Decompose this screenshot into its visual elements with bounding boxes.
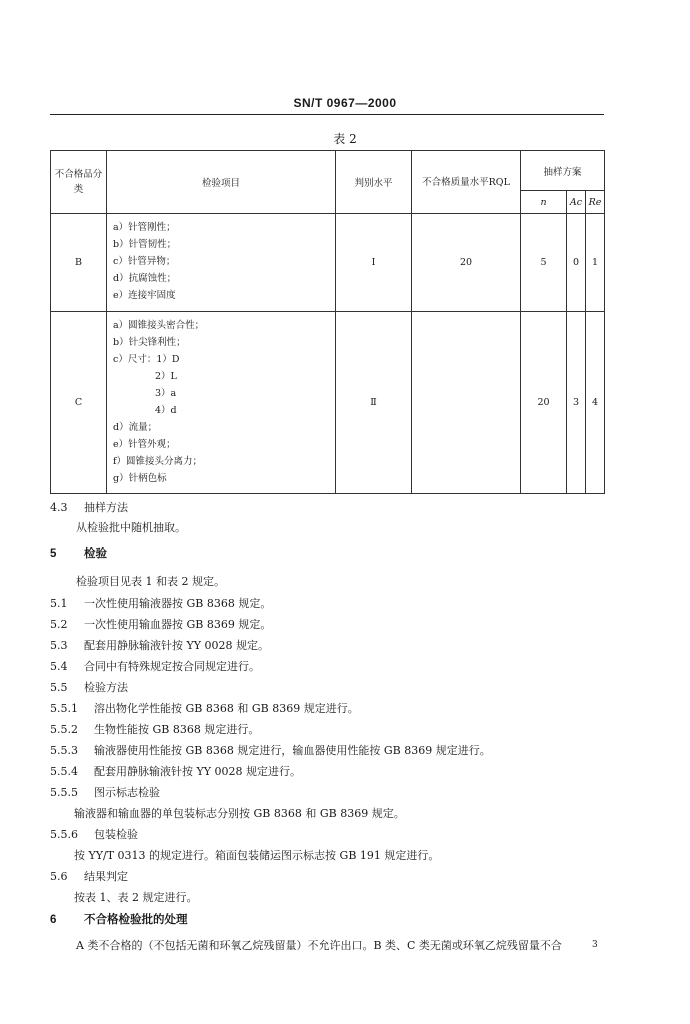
clause-5-5-3: 5.5.3 输液器使用性能按 GB 8368 规定进行，输血器使用性能按 GB 8369 规定进行。 xyxy=(50,744,491,757)
clause-5-5-2: 5.5.2 生物性能按 GB 8368 规定进行。 xyxy=(50,723,260,736)
row-b-n: 5 xyxy=(521,214,567,312)
list-item: b）针管韧性； xyxy=(113,239,177,250)
header-rql: 不合格质量水平RQL xyxy=(412,151,521,214)
row-c-rql xyxy=(412,312,521,494)
row-c-items xyxy=(107,312,336,494)
clause-4-3-text: 从检验批中随机抽取。 xyxy=(76,521,186,534)
row-b-ac: 0 xyxy=(567,214,586,312)
row-c-n: 20 xyxy=(521,312,567,494)
row-b-items xyxy=(107,214,336,312)
section-5-text: 检验项目见表 1 和表 2 规定。 xyxy=(76,575,225,588)
clause-5-5-5: 5.5.5 图示标志检验 xyxy=(50,786,160,799)
standard-header: SN/T 0967—2000 xyxy=(293,96,397,110)
row-b-level: Ⅰ xyxy=(336,214,412,312)
list-item: a）针管刚性； xyxy=(113,222,176,233)
header-level: 判别水平 xyxy=(336,151,412,214)
header-n: n xyxy=(521,191,567,214)
header-rule xyxy=(50,114,604,115)
inspection-table xyxy=(50,150,605,494)
table-title: 表 2 xyxy=(333,132,357,146)
clause-5-5-5-text: 输液器和输血器的单包装标志分别按 GB 8368 和 GB 8369 规定。 xyxy=(74,807,405,820)
row-c-level: Ⅱ xyxy=(336,312,412,494)
clause-5-1: 5.1 一次性使用输液器按 GB 8368 规定。 xyxy=(50,597,272,610)
clause-5-4: 5.4 合同中有特殊规定按合同规定进行。 xyxy=(50,660,260,673)
page-number: 3 xyxy=(592,940,598,950)
header-plan: 抽样方案 xyxy=(521,151,605,191)
row-b-re: 1 xyxy=(586,214,605,312)
list-item: e）针管外观； xyxy=(113,439,176,450)
clause-5-5-1: 5.5.1 溶出物化学性能按 GB 8368 和 GB 8369 规定进行。 xyxy=(50,702,359,715)
list-item: f）圆锥接头分离力； xyxy=(113,456,203,467)
clause-5-6: 5.6 结果判定 xyxy=(50,870,128,883)
list-item: a）圆锥接头密合性； xyxy=(113,320,205,331)
list-item: b）针尖锋利性； xyxy=(113,337,186,348)
row-b-category: B xyxy=(51,214,107,312)
clause-5-5-4: 5.5.4 配套用静脉输液针按 YY 0028 规定进行。 xyxy=(50,765,302,778)
clause-5-6-text: 按表 1、表 2 规定进行。 xyxy=(74,891,198,904)
list-item: 3）a xyxy=(155,388,177,399)
list-item: e）连接牢固度 xyxy=(113,290,176,301)
header-re: Re xyxy=(586,191,605,214)
list-item: c）针管异物； xyxy=(113,256,176,267)
row-b-rql: 20 xyxy=(412,214,521,312)
list-item: d）抗腐蚀性； xyxy=(113,273,177,284)
header-ac: Ac xyxy=(567,191,586,214)
list-item: c）尺寸：1）D xyxy=(113,354,180,365)
header-items: 检验项目 xyxy=(107,151,336,214)
row-c-ac: 3 xyxy=(567,312,586,494)
row-c-category: C xyxy=(51,312,107,494)
section-5-title: 5 检验 xyxy=(50,548,107,560)
list-item: g）针柄色标 xyxy=(113,473,167,484)
section-6-text: A 类不合格的（不包括无菌和环氧乙烷残留量）不允许出口。B 类、C 类无菌或环氧乙烷残留量不合 xyxy=(76,939,562,952)
row-c-re: 4 xyxy=(586,312,605,494)
clause-5-5-6-text: 按 YY/T 0313 的规定进行。箱面包装储运图示标志按 GB 191 规定进行。 xyxy=(74,849,440,862)
clause-4-3: 4.3 抽样方法 xyxy=(50,501,128,514)
list-item: 2）L xyxy=(155,371,177,382)
list-item: d）流量； xyxy=(113,422,158,433)
table-row xyxy=(51,214,605,312)
clause-5-3: 5.3 配套用静脉输液针按 YY 0028 规定。 xyxy=(50,639,270,652)
list-item: 4）d xyxy=(155,405,177,416)
section-6-title: 6 不合格检验批的处理 xyxy=(50,914,188,926)
header-category: 不合格品分类 xyxy=(51,151,107,214)
clause-5-2: 5.2 一次性使用输血器按 GB 8369 规定。 xyxy=(50,618,272,631)
clause-5-5: 5.5 检验方法 xyxy=(50,681,128,694)
table-row xyxy=(51,312,605,494)
clause-5-5-6: 5.5.6 包装检验 xyxy=(50,828,138,841)
